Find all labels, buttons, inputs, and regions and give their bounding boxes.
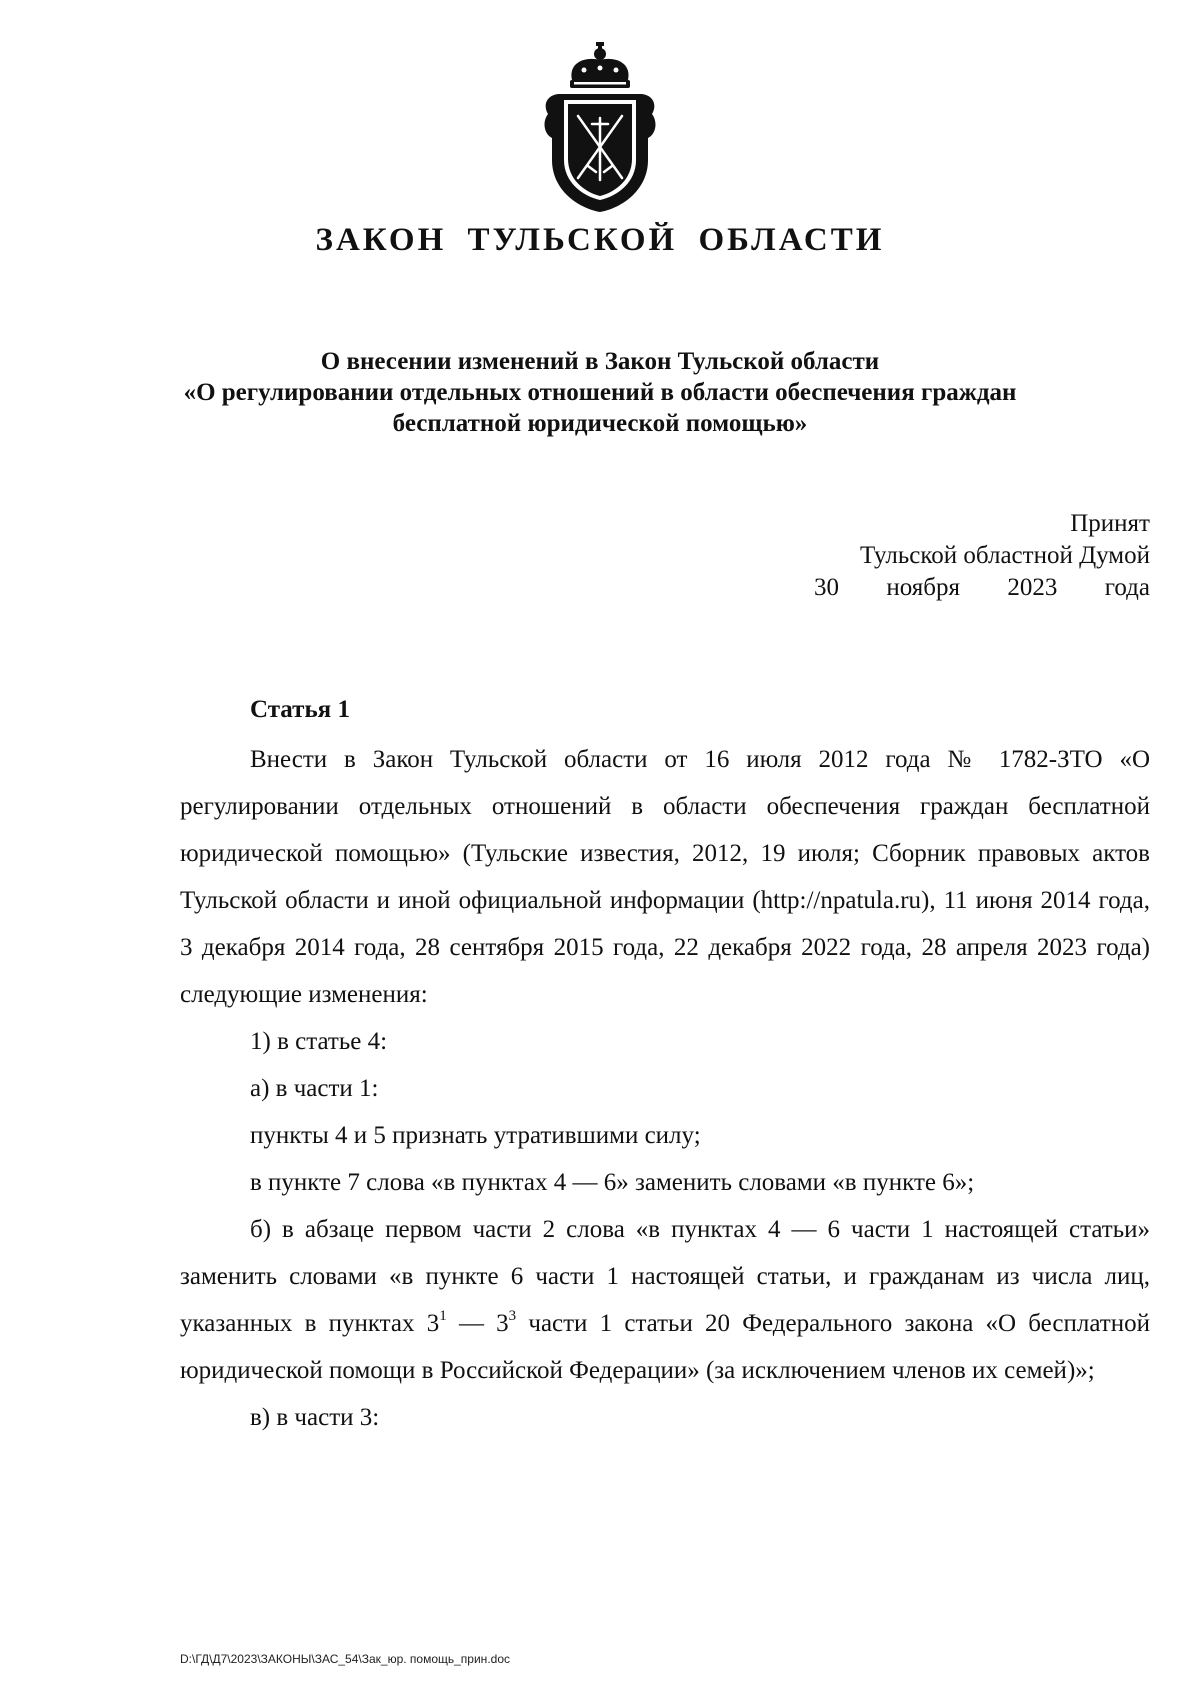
item-b-text-1: б) в абзаце первом части 2 слова «в пунктах 4 — 6 части 1 настоящей статьи» заменить словами «в пункте 6 части 1 настоящей статьи, и гражданам из числа лиц, указанных в пунктах 3 — [180, 1216, 1150, 1337]
paragraph-intro: Внести в Закон Тульской области от 16 июля 2012 года № 1782-ЗТО «О регулировании отдельных отношений в области обеспечения граждан бесплатной юридической помощью» (Тульские известия, 2012, 19 июля; Сборник правовых актов Тульской области и иной официальной информации (http://npatula.ru), 11 июня 2014 года, 3 декабря 2014 года, 28 сентября 2015 года, 22 декабря 2022 года, 28 апреля 2023 года) следующие изменения: — [180, 746, 1150, 1008]
adopted-label: Принят — [1070, 510, 1150, 537]
item-b-text-2: — 3 — [446, 1310, 509, 1337]
subject-line-3: бесплатной юридической помощью» — [392, 410, 808, 437]
article-heading: Статья 1 — [250, 696, 350, 723]
subject-line-1: О внесении изменений в Закон Тульской области — [320, 348, 880, 375]
adoption-month: ноября — [886, 574, 960, 601]
article-body — [180, 736, 1150, 1441]
adoption-date — [808, 572, 1150, 604]
tula-coat-of-arms-icon — [538, 42, 662, 212]
adoption-day: 30 — [814, 574, 839, 601]
paragraph-item-1: 1) в статье 4: — [250, 1028, 388, 1055]
paragraph-item-b — [180, 1206, 1150, 1394]
law-subject — [150, 346, 1050, 439]
item-b-text-3: части 1 статьи 20 Федерального закона «О бесплатной юридической помощи в Российской Федерации» (за исключением членов их семей)»; — [180, 1310, 1150, 1384]
adoption-year: 2023 — [1007, 574, 1058, 601]
subject-line-2: «О регулировании отдельных отношений в области обеспечения граждан — [183, 379, 1017, 406]
superscript-1: 1 — [439, 1308, 447, 1324]
law-title: ЗАКОН ТУЛЬСКОЙ ОБЛАСТИ — [315, 222, 885, 258]
adoption-block — [808, 508, 1150, 604]
document-file-path: D:\ГД\Д7\2023\ЗАКОНЫ\ЗАС_54\Зак_юр. помощь_прин.doc — [180, 1652, 510, 1666]
superscript-3: 3 — [508, 1308, 517, 1324]
paragraph-points-repealed: пункты 4 и 5 признать утратившими силу; — [250, 1122, 701, 1149]
adoption-year-word: года — [1104, 574, 1150, 601]
paragraph-point-7: в пункте 7 слова «в пунктах 4 — 6» заменить словами «в пункте 6»; — [250, 1169, 975, 1196]
paragraph-item-a: а) в части 1: — [250, 1075, 379, 1102]
adopted-by: Тульской областной Думой — [859, 542, 1150, 569]
paragraph-item-v: в) в части 3: — [250, 1404, 380, 1431]
